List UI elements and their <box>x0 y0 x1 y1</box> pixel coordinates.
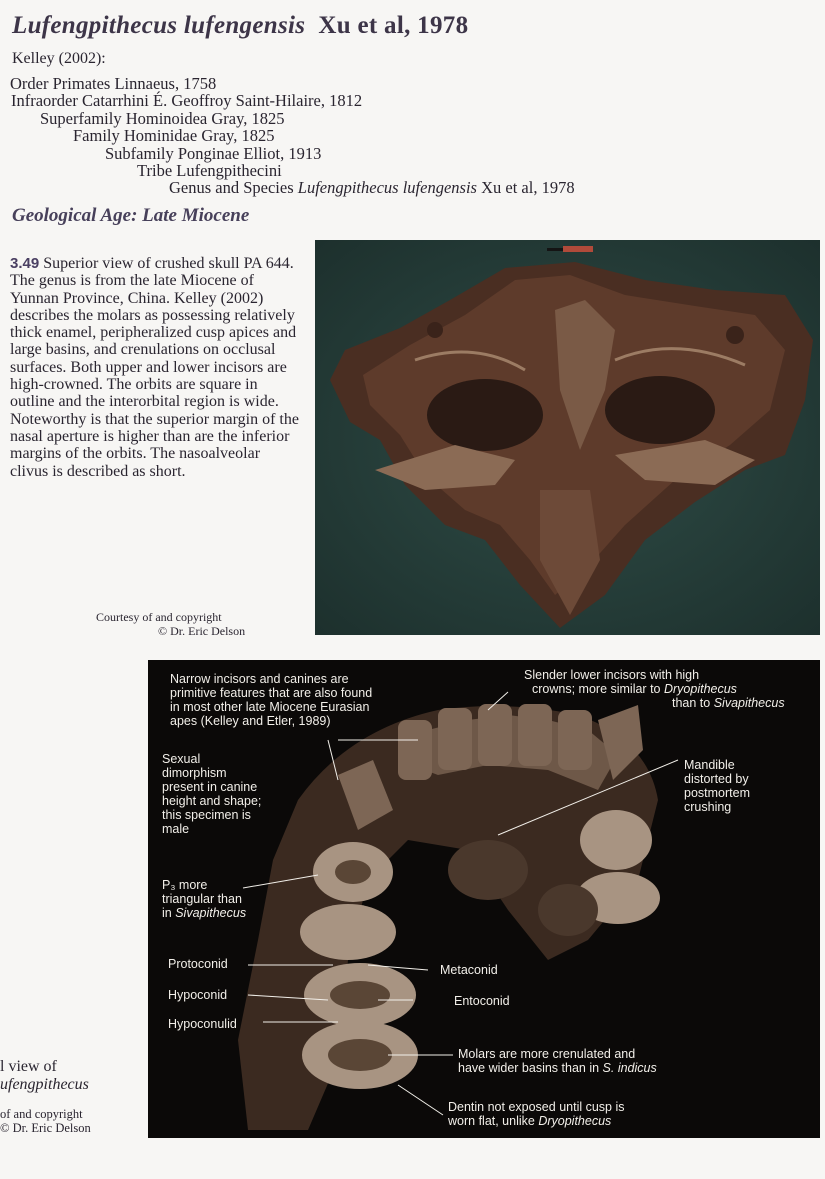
figure-3-50-caption-partial: l view of ufengpithecus <box>0 1058 89 1093</box>
label-molars: Molars are more crenulated and have wider basins than in S. indicus <box>458 1047 657 1075</box>
page-title <box>12 12 468 40</box>
title-species: Lufengpithecus lufengensis <box>12 12 306 39</box>
photo-credit-bottom: of and copyright © Dr. Eric Delson <box>0 1107 91 1135</box>
label-p3: P₃ more triangular than in Sivapithecus <box>162 878 247 920</box>
taxonomy-list <box>10 75 575 197</box>
taxonomy-superfamily: Superfamily Hominoidea Gray, 1825 <box>40 108 285 128</box>
label-sexual-dimorphism: Sexual dimorphism present in canine height and shape; this specimen is male <box>162 752 262 836</box>
label-hypoconulid: Hypoconulid <box>168 1017 237 1031</box>
photo-credit-top: Courtesy of and copyright © Dr. Eric Delson <box>96 610 246 638</box>
label-mandible: Mandible distorted by postmortem crushing <box>684 758 750 814</box>
skull-superior-view-photo <box>315 240 820 635</box>
taxonomy-order: Order Primates Linnaeus, 1758 <box>10 74 217 93</box>
taxonomy-subfamily: Subfamily Ponginae Elliot, 1913 <box>105 143 322 163</box>
label-hypoconid: Hypoconid <box>168 988 228 1002</box>
figure-3-49-caption <box>10 255 300 480</box>
label-metaconid: Metaconid <box>440 963 498 977</box>
label-entoconid: Entoconid <box>454 994 510 1008</box>
geological-age-heading: Geological Age: Late Miocene <box>12 205 250 226</box>
taxonomy-infraorder: Infraorder Catarrhini É. Geoffroy Saint-Hilaire, 1812 <box>11 91 363 111</box>
taxonomy-family: Family Hominidae Gray, 1825 <box>73 126 275 146</box>
figure-caption-text: Superior view of crushed skull PA 644. The genus is from the late Miocene of Yunnan Province, China. Kelley (2002) describes the molars as possessing relatively thick enamel, peripheralized cusp apices and large basins, and crenulations on occlusal surfaces. Both upper and lower incisors are high-crowned. The orbits are square in outline and the interorbital region is wide. Noteworthy is that the superior margin of the nasal aperture is higher than are the inferior margins of the orbits. The nasoalveolar clivus is described as short. <box>10 255 299 480</box>
label-slender-incisors: Slender lower incisors with high crowns; more similar to Dryopithecus than to Sivapithecus <box>524 668 785 710</box>
label-narrow-incisors: Narrow incisors and canines are primitive features that are also found in most other late Miocene Eurasian apes (Kelley and Etler, 1989) <box>170 672 373 728</box>
taxonomy-genus-species: Genus and Species Lufengpithecus lufengensis Xu et al, 1978 <box>169 178 575 198</box>
taxonomy-tribe: Tribe Lufengpithecini <box>137 161 282 181</box>
figure-number: 3.49 <box>10 255 40 272</box>
mandible-occlusal-view-photo <box>148 660 820 1138</box>
label-protoconid: Protoconid <box>168 957 228 971</box>
source-citation: Kelley (2002): <box>12 50 106 67</box>
title-authority: Xu et al, 1978 <box>318 12 469 39</box>
label-dentin: Dentin not exposed until cusp is worn flat, unlike Dryopithecus <box>448 1100 625 1128</box>
